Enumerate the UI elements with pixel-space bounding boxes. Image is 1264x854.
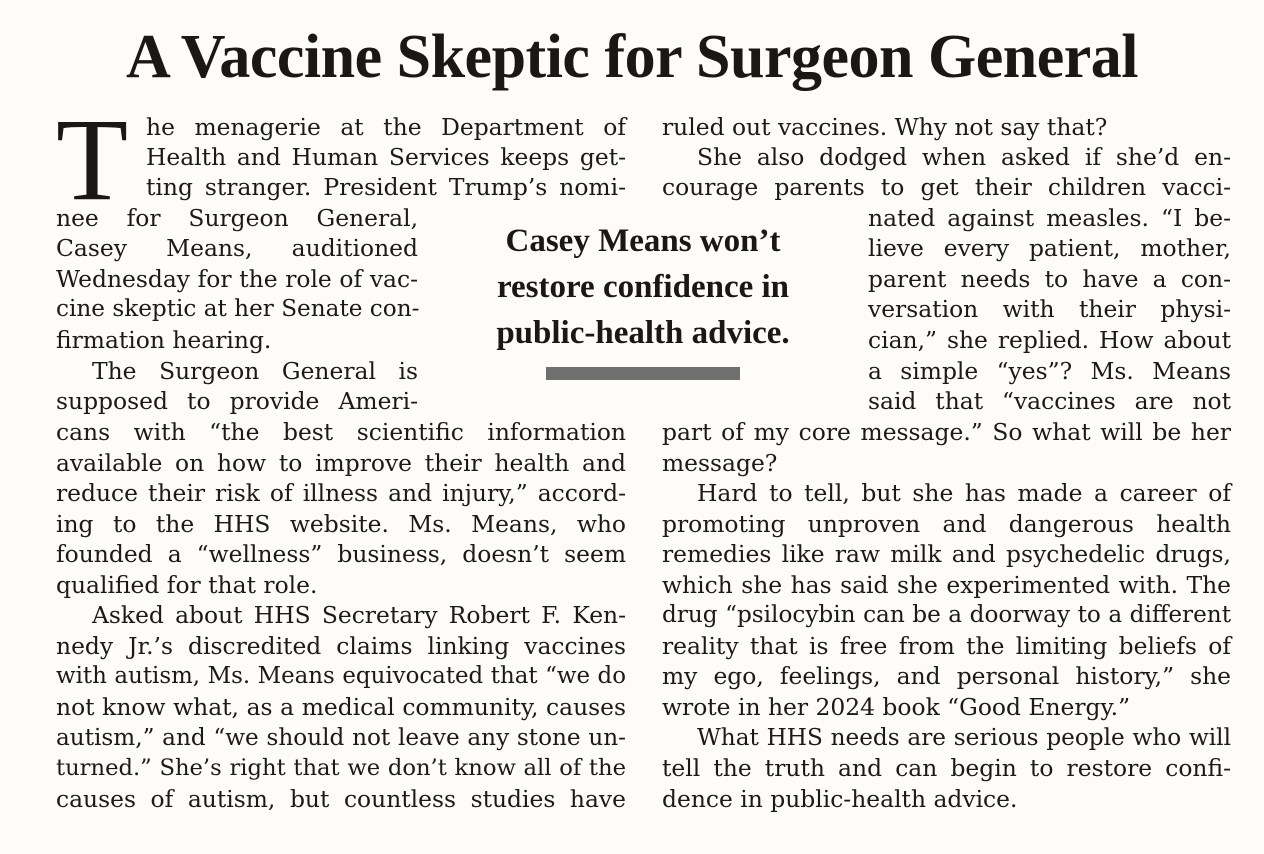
article-line: founded a “wellness” business, doesn’t seem — [56, 540, 626, 568]
article-line: What HHS needs are serious people who will — [697, 725, 1231, 751]
article-line: ting stranger. President Trump’s nomi- — [146, 173, 626, 201]
pull-quote-line: Casey Means won’t — [505, 223, 781, 259]
article-line: firmation hearing. — [56, 326, 272, 354]
article-line: ing to the HHS website. Ms. Means, who — [56, 510, 626, 538]
article-line: supposed to provide Ameri- — [56, 387, 418, 415]
article-line: versation with their physi- — [868, 295, 1231, 323]
article-line: tell the truth and can begin to restore confi- — [662, 754, 1231, 782]
article-line: nated against measles. “I be- — [868, 204, 1231, 232]
article-line: turned.” She’s right that we don’t know all of the — [56, 755, 626, 781]
article-line: courage parents to get their children vacci- — [662, 173, 1231, 201]
article-line: which she has said she experimented with. The — [662, 571, 1231, 599]
article-line: Wednesday for the role of vac- — [56, 265, 418, 293]
article-line: The Surgeon General is — [92, 357, 418, 385]
article-line: Health and Human Services keeps get- — [146, 143, 626, 171]
article-line: drug “psilocybin can be a doorway to a different — [662, 602, 1231, 628]
article-line: qualified for that role. — [56, 571, 318, 599]
article-line: autism,” and “we should not leave any stone un- — [56, 725, 626, 751]
article-line: Casey Means, auditioned — [56, 234, 418, 262]
article-line: my ego, feelings, and personal history,” she — [662, 662, 1231, 690]
drop-cap: T — [56, 94, 129, 225]
headline: A Vaccine Skeptic for Surgeon General — [126, 23, 1138, 91]
pull-quote-line: restore confidence in — [496, 269, 790, 305]
article-line: available on how to improve their health and — [56, 449, 626, 477]
article-line: cans with “the best scientific information — [56, 418, 626, 446]
article-line: part of my core message.” So what will be her — [662, 418, 1231, 446]
article-line: a simple “yes”? Ms. Means — [868, 357, 1231, 385]
article-line: nee for Surgeon General, — [56, 204, 418, 232]
article-line: She also dodged when asked if she’d en- — [697, 143, 1231, 171]
article-line: causes of autism, but countless studies have — [56, 785, 626, 813]
article-line: reduce their risk of illness and injury,” accord- — [56, 479, 626, 507]
article-line: promoting unproven and dangerous health — [662, 510, 1231, 538]
article-line: reality that is free from the limiting beliefs of — [662, 632, 1231, 660]
pull-quote-line: public-health advice. — [496, 315, 790, 351]
article-line: Hard to tell, but she has made a career of — [697, 479, 1231, 507]
article-line: cine skeptic at her Senate con- — [56, 296, 420, 322]
article-line: cian,” she replied. How about — [868, 326, 1231, 354]
article-line: dence in public-health advice. — [662, 785, 1018, 813]
article-line: ruled out vaccines. Why not say that? — [662, 113, 1108, 141]
article-line: he menagerie at the Department of — [146, 113, 626, 141]
article-line: Asked about HHS Secretary Robert F. Ken- — [92, 601, 626, 629]
article-line: lieve every patient, mother, — [868, 234, 1231, 262]
article-line: message? — [662, 449, 778, 477]
article-line: remedies like raw milk and psychedelic drugs, — [662, 540, 1231, 568]
article-line: nedy Jr.’s discredited claims linking vaccines — [56, 632, 626, 660]
article-line: not know what, as a medical community, causes — [56, 693, 626, 721]
article-line: said that “vaccines are not — [868, 387, 1231, 415]
article-line: wrote in her 2024 book “Good Energy.” — [662, 693, 1131, 721]
article-line: parent needs to have a con- — [868, 265, 1231, 293]
article-line: with autism, Ms. Means equivocated that “we do — [56, 663, 626, 689]
pull-quote-rule — [546, 367, 740, 380]
